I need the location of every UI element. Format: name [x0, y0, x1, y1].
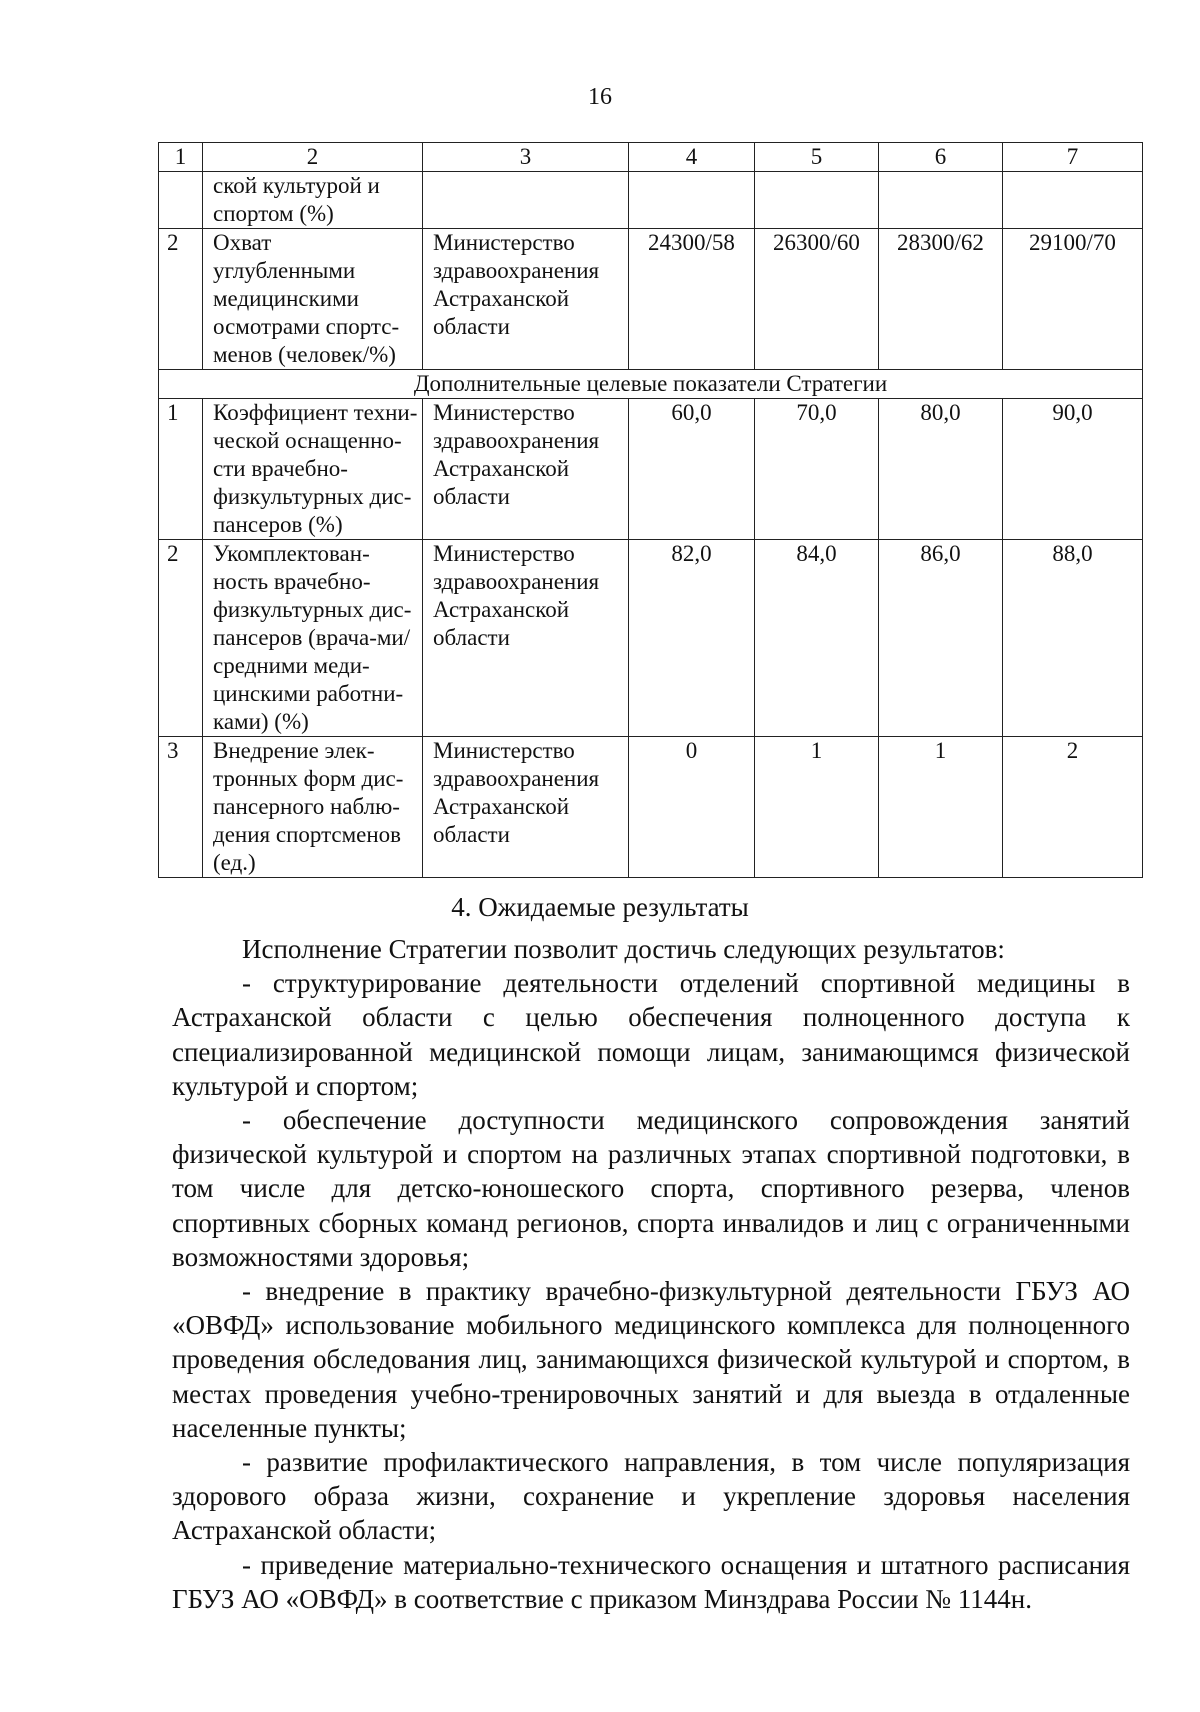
indicator-cell: Охват углубленными медицинскими осмотрами спортс-менов (человек/%): [203, 229, 423, 370]
table-header-cell: 5: [755, 143, 879, 172]
table-header-cell: 6: [879, 143, 1003, 172]
value-cell: [1003, 172, 1143, 229]
value-cell: 1: [879, 737, 1003, 878]
paragraph: - развитие профилактического направления, в том числе популяризация здорового образа жизни, сохранение и укрепление здоровья населения Астраханской области;: [172, 1447, 1130, 1546]
table-row: [159, 172, 1143, 229]
responsible-cell: Министерство здравоохранения Астраханской области: [423, 737, 629, 878]
table-header-cell: 3: [423, 143, 629, 172]
section-title: 4. Ожидаемые результаты: [451, 892, 749, 922]
paragraph: - структурирование деятельности отделений спортивной медицины в Астраханской области с целью обеспечения полноценного доступа к специализированной медицинской помощи лицам, занимающимся физической культурой и спортом;: [172, 968, 1130, 1101]
row-number: 2: [159, 540, 203, 737]
indicator-cell: Укомплектован-ность врачебно-физкультурных дис-пансеров (врача-ми/средними меди-цинскими работни-ками) (%): [203, 540, 423, 737]
paragraph: - внедрение в практику врачебно-физкультурной деятельности ГБУЗ АО «ОВФД» использование мобильного медицинского комплекса для полноценного проведения обследования лиц, занимающихся физической культурой и спортом, в местах проведения учебно-тренировочных занятий и для выезда в отдаленные населенные пункты;: [172, 1276, 1130, 1443]
table-row: [159, 737, 1143, 878]
value-cell: 28300/62: [879, 229, 1003, 370]
value-cell: [755, 172, 879, 229]
table-section-row: [159, 370, 1143, 399]
value-cell: 86,0: [879, 540, 1003, 737]
value-cell: 90,0: [1003, 399, 1143, 540]
responsible-cell: Министерство здравоохранения Астраханской области: [423, 399, 629, 540]
responsible-cell: Министерство здравоохранения Астраханской области: [423, 229, 629, 370]
table-row: [159, 229, 1143, 370]
table-row: [159, 540, 1143, 737]
value-cell: 82,0: [629, 540, 755, 737]
table-header-cell: 7: [1003, 143, 1143, 172]
responsible-cell: [423, 172, 629, 229]
value-cell: 60,0: [629, 399, 755, 540]
responsible-cell: Министерство здравоохранения Астраханской области: [423, 540, 629, 737]
results-text: [172, 932, 1130, 1616]
indicator-cell: Внедрение элек-тронных форм дис-пансерного наблю-дения спортсменов (ед.): [203, 737, 423, 878]
value-cell: 0: [629, 737, 755, 878]
indicator-cell: Коэффициент техни-ческой оснащенно-сти врачебно-физкультурных дис-пансеров (%): [203, 399, 423, 540]
value-cell: 84,0: [755, 540, 879, 737]
section-label: Дополнительные целевые показатели Стратегии: [159, 370, 1143, 399]
table-header-cell: 4: [629, 143, 755, 172]
value-cell: 70,0: [755, 399, 879, 540]
indicator-cell: ской культурой и спортом (%): [203, 172, 423, 229]
table-header-cell: 1: [159, 143, 203, 172]
table-header-row: [159, 143, 1143, 172]
value-cell: 88,0: [1003, 540, 1143, 737]
value-cell: [629, 172, 755, 229]
paragraph: - приведение материально-технического оснащения и штатного расписания ГБУЗ АО «ОВФД» в соответствие с приказом Минздрава России № 1144н.: [172, 1549, 1130, 1614]
value-cell: 80,0: [879, 399, 1003, 540]
value-cell: 26300/60: [755, 229, 879, 370]
table-row: [159, 399, 1143, 540]
paragraph: Исполнение Стратегии позволит достичь следующих результатов:: [242, 934, 1005, 964]
paragraph: - обеспечение доступности медицинского сопровождения занятий физической культурой и спортом на различных этапах спортивной подготовки, в том числе для детско-юношеского спорта, спортивного резерва, членов спортивных сборных команд регионов, спорта инвалидов и лиц с ограниченными возможностями здоровья;: [172, 1105, 1130, 1272]
value-cell: 2: [1003, 737, 1143, 878]
value-cell: [879, 172, 1003, 229]
value-cell: 29100/70: [1003, 229, 1143, 370]
value-cell: 24300/58: [629, 229, 755, 370]
row-number: 2: [159, 229, 203, 370]
table-header-cell: 2: [203, 143, 423, 172]
page-number: 16: [588, 84, 612, 110]
row-number: [159, 172, 203, 229]
value-cell: 1: [755, 737, 879, 878]
indicators-table: [158, 142, 1143, 878]
row-number: 3: [159, 737, 203, 878]
row-number: 1: [159, 399, 203, 540]
